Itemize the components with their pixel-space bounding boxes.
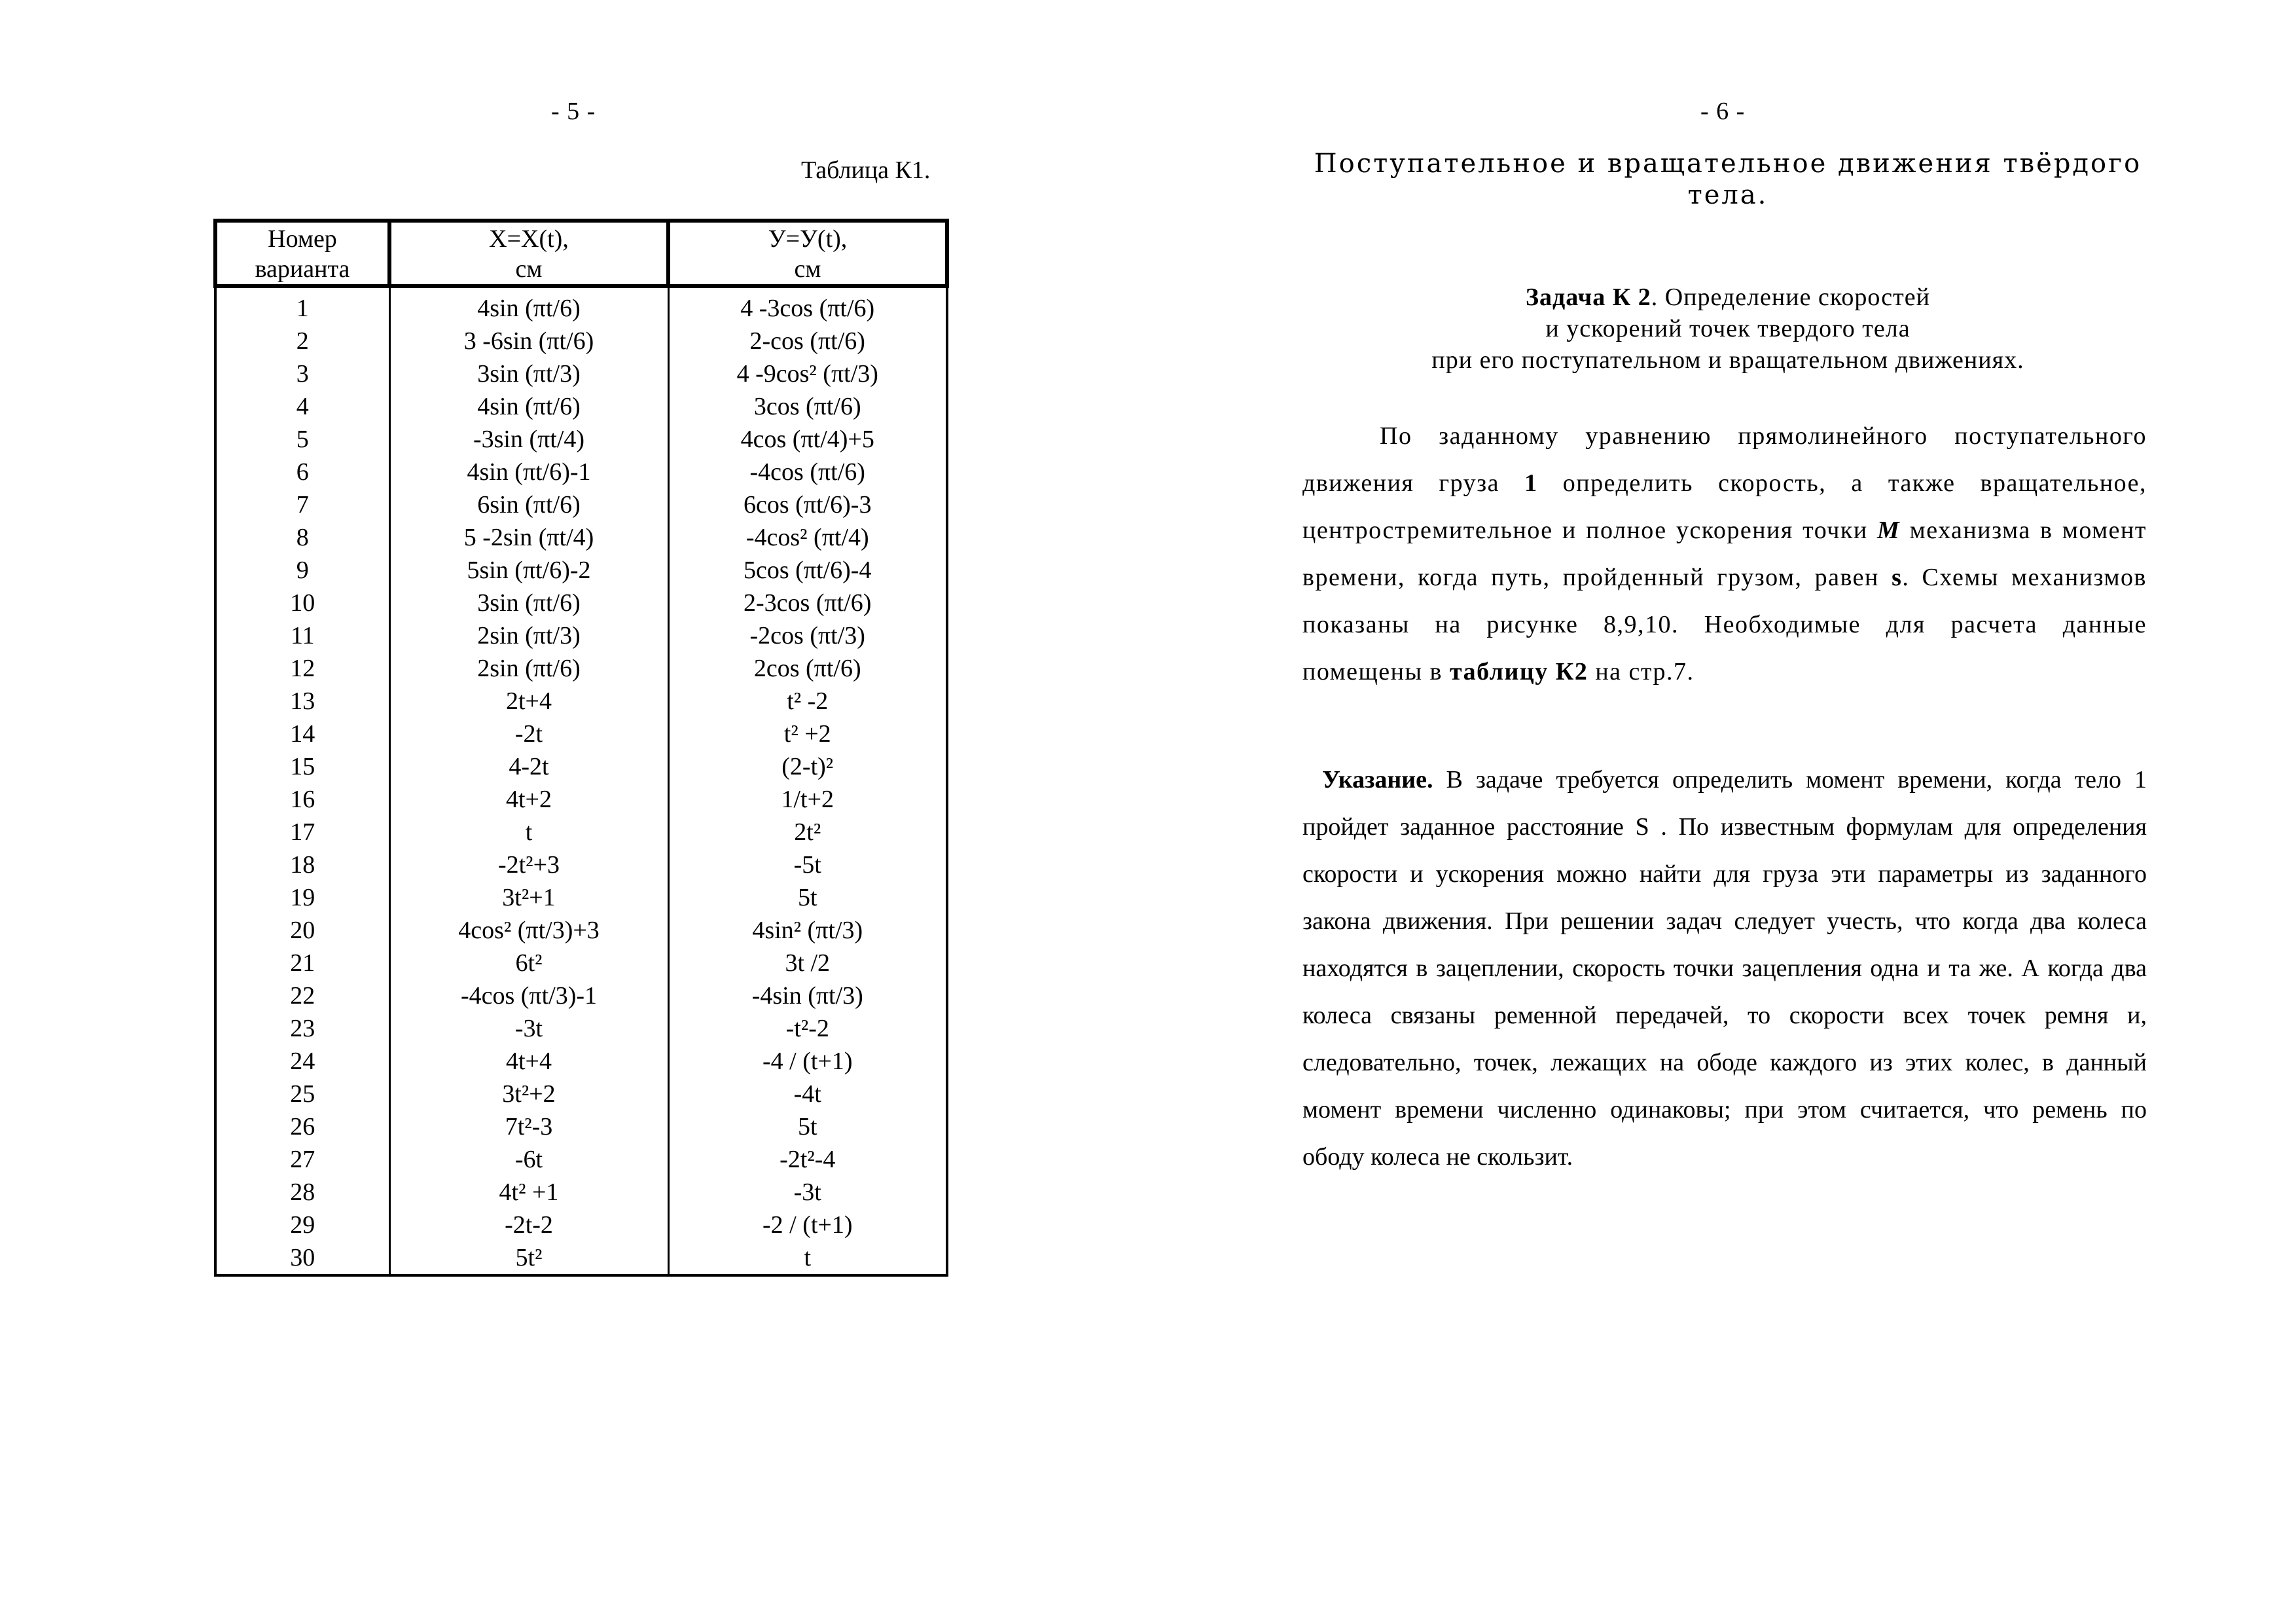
x-equation: 4t+4 — [389, 1045, 668, 1078]
table-row — [215, 1209, 947, 1241]
table-row — [215, 325, 947, 357]
hint-label: Указание. — [1322, 766, 1433, 793]
table-row — [215, 587, 947, 619]
variant-number: 29 — [215, 1209, 389, 1241]
section-title — [1302, 148, 2153, 211]
x-equation: -2t-2 — [389, 1209, 668, 1241]
y-equation: 1/t+2 — [781, 786, 834, 813]
table-row — [215, 488, 947, 521]
x-equation: -4cos (πt/3)-1 — [389, 979, 668, 1012]
x-equation: 3sin (πt/6) — [389, 587, 668, 619]
x-equation: -2t²+3 — [389, 848, 668, 881]
variant-number: 22 — [215, 979, 389, 1012]
table-body — [215, 286, 947, 1275]
desc-text-2: определить скорость, а также вращательное, центростремительное и полное ускорения точки — [1302, 469, 2147, 544]
y-equation: -2t²-4 — [780, 1146, 836, 1173]
variant-number: 25 — [215, 1078, 389, 1110]
x-equation: 4sin (πt/6) — [389, 286, 668, 325]
x-equation: -2t — [389, 718, 668, 750]
x-equation: 4t² +1 — [389, 1176, 668, 1209]
variant-number: 6 — [215, 456, 389, 488]
desc-text-5: на стр.7. — [1588, 658, 1695, 685]
x-equation: -3t — [389, 1012, 668, 1045]
desc-bold-1: 1 — [1524, 469, 1538, 497]
table-row — [215, 1143, 947, 1176]
table-row — [215, 848, 947, 881]
x-equation: -6t — [389, 1143, 668, 1176]
x-equation: 5t² — [389, 1241, 668, 1275]
x-equation: 2sin (πt/3) — [389, 619, 668, 652]
task-line-1-rest: . Определение скоростей — [1651, 283, 1930, 311]
task-description — [1302, 412, 2147, 695]
variant-number: 28 — [215, 1176, 389, 1209]
variant-number: 11 — [215, 619, 389, 652]
y-equation: 5t — [797, 1113, 817, 1140]
variant-number: 30 — [215, 1241, 389, 1275]
desc-text-4: . Схемы механизмов показаны на рисунке 8,9,10. Необходимые для расчета данные помещены в — [1302, 564, 2147, 685]
hint-paragraph — [1302, 756, 2147, 1180]
table-row — [215, 390, 947, 423]
x-equation: 4cos² (πt/3)+3 — [389, 914, 668, 947]
variant-number: 5 — [215, 423, 389, 456]
variant-number: 15 — [215, 750, 389, 783]
y-equation: 2cos (πt/6) — [753, 655, 861, 682]
y-equation: 3t /2 — [785, 949, 831, 977]
variant-number: 19 — [215, 881, 389, 914]
table-row — [215, 1045, 947, 1078]
title-line-1: Поступательное и вращательное движения твёрдого — [1314, 149, 2142, 179]
header-y: У=У(t), см — [668, 221, 947, 286]
title-line-2: тела. — [1687, 180, 1768, 210]
variant-number: 3 — [215, 357, 389, 390]
variant-number: 4 — [215, 390, 389, 423]
table-row — [215, 521, 947, 554]
x-equation: 7t²-3 — [389, 1110, 668, 1143]
desc-text-1: По заданному уравнению прямолинейного поступательного движения груза — [1302, 422, 2147, 497]
table-row — [215, 783, 947, 816]
header-variant: Номер варианта — [215, 221, 389, 286]
table-row — [215, 979, 947, 1012]
table-row — [215, 718, 947, 750]
variant-number: 12 — [215, 652, 389, 685]
y-equation: 4 -3cos (πt/6) — [740, 295, 875, 322]
desc-bold-s: s — [1892, 564, 1903, 591]
table-row — [215, 357, 947, 390]
table-row — [215, 1241, 947, 1275]
table-header — [215, 221, 947, 286]
variant-number: 14 — [215, 718, 389, 750]
y-equation: -t²-2 — [785, 1015, 829, 1042]
desc-point-m: М — [1877, 517, 1901, 544]
y-equation: -2cos (πt/3) — [749, 622, 865, 649]
variant-number: 24 — [215, 1045, 389, 1078]
y-equation: 3cos (πt/6) — [753, 393, 861, 420]
table-row — [215, 1078, 947, 1110]
x-equation: 2sin (πt/6) — [389, 652, 668, 685]
table-row — [215, 685, 947, 718]
y-equation: -4cos (πt/6) — [749, 458, 865, 486]
y-equation: -4 / (t+1) — [762, 1048, 853, 1075]
y-equation: t — [804, 1244, 812, 1271]
page-number-left: - 5 - — [551, 98, 596, 125]
variant-number: 16 — [215, 783, 389, 816]
variant-number: 21 — [215, 947, 389, 979]
y-equation: -4t — [793, 1080, 821, 1108]
x-equation: 3t²+2 — [389, 1078, 668, 1110]
x-equation: 2t+4 — [389, 685, 668, 718]
variant-number: 7 — [215, 488, 389, 521]
task-line-1 — [1302, 282, 2153, 313]
table-row — [215, 1012, 947, 1045]
y-equation: 2-3cos (πt/6) — [744, 589, 872, 617]
task-heading — [1302, 282, 2153, 376]
table-row — [215, 1176, 947, 1209]
variant-number: 23 — [215, 1012, 389, 1045]
y-equation: 5t — [797, 884, 817, 911]
table-row — [215, 619, 947, 652]
variant-number: 9 — [215, 554, 389, 587]
y-equation: -2 / (t+1) — [762, 1211, 853, 1239]
x-equation: t — [389, 816, 668, 848]
y-equation: 4sin² (πt/3) — [752, 917, 863, 944]
y-equation: t² -2 — [787, 687, 829, 715]
header-x: Х=Х(t), см — [389, 221, 668, 286]
x-equation: 4sin (πt/6)-1 — [389, 456, 668, 488]
task-label: Задача К 2 — [1526, 283, 1651, 311]
x-equation: 3t²+1 — [389, 881, 668, 914]
x-equation: 5 -2sin (πt/4) — [389, 521, 668, 554]
task-line-2: и ускорений точек твердого тела — [1545, 315, 1910, 342]
x-equation: 4-2t — [389, 750, 668, 783]
variant-number: 8 — [215, 521, 389, 554]
hint-text: В задаче требуется определить момент времени, когда тело 1 пройдет заданное расстояние S . По известным формулам для определения скорости и ускорения можно найти для груза эти параметры из заданного закона движения. При решении задач следует учесть, что когда два колеса находятся в зацеплении, скорость точки зацепления одна и та же. А когда два колеса связаны ременной передачей, то скорости всех точек ремня и, следовательно, точек, лежащих на ободе каждого из этих колес, в данный момент времени численно одинаковы; при этом считается, что ремень по ободу колеса не скользит. — [1302, 766, 2147, 1171]
y-equation: (2-t)² — [781, 753, 834, 780]
table-row — [215, 554, 947, 587]
desc-text-3: механизма в момент времени, когда путь, пройденный грузом, равен — [1302, 517, 2147, 591]
y-equation: 2t² — [794, 818, 821, 846]
x-equation: -3sin (πt/4) — [389, 423, 668, 456]
table-row — [215, 286, 947, 325]
table-row — [215, 881, 947, 914]
y-equation: -4sin (πt/3) — [751, 982, 863, 1010]
x-equation: 6t² — [389, 947, 668, 979]
variant-number: 20 — [215, 914, 389, 947]
table-row — [215, 423, 947, 456]
table-row — [215, 652, 947, 685]
y-equation: -4cos² (πt/4) — [745, 524, 869, 551]
table-k1 — [213, 219, 949, 1277]
task-line-3: при его поступательном и вращательном движениях. — [1431, 346, 2024, 374]
variant-number: 18 — [215, 848, 389, 881]
desc-bold-table: таблицу К2 — [1449, 658, 1588, 685]
variant-number: 26 — [215, 1110, 389, 1143]
x-equation: 5sin (πt/6)-2 — [389, 554, 668, 587]
variant-number: 27 — [215, 1143, 389, 1176]
variant-number: 1 — [215, 286, 389, 325]
y-equation: 6cos (πt/6)-3 — [744, 491, 872, 519]
table-row — [215, 914, 947, 947]
variant-number: 17 — [215, 816, 389, 848]
table-row — [215, 1110, 947, 1143]
x-equation: 4sin (πt/6) — [389, 390, 668, 423]
y-equation: -5t — [793, 851, 821, 879]
table-row — [215, 816, 947, 848]
page-number-right: - 6 - — [1700, 98, 1746, 125]
x-equation: 3sin (πt/3) — [389, 357, 668, 390]
y-equation: 4cos (πt/4)+5 — [740, 426, 874, 453]
table-row — [215, 750, 947, 783]
x-equation: 4t+2 — [389, 783, 668, 816]
variant-number: 10 — [215, 587, 389, 619]
table-row — [215, 456, 947, 488]
y-equation: 2-cos (πt/6) — [749, 327, 865, 355]
y-equation: 4 -9cos² (πt/3) — [736, 360, 878, 388]
table-caption: Таблица К1. — [801, 156, 931, 184]
y-equation: -3t — [793, 1178, 821, 1206]
table-row — [215, 947, 947, 979]
y-equation: 5cos (πt/6)-4 — [744, 556, 872, 584]
x-equation: 6sin (πt/6) — [389, 488, 668, 521]
variant-number: 13 — [215, 685, 389, 718]
variant-number: 2 — [215, 325, 389, 357]
x-equation: 3 -6sin (πt/6) — [389, 325, 668, 357]
y-equation: t² +2 — [783, 720, 831, 748]
